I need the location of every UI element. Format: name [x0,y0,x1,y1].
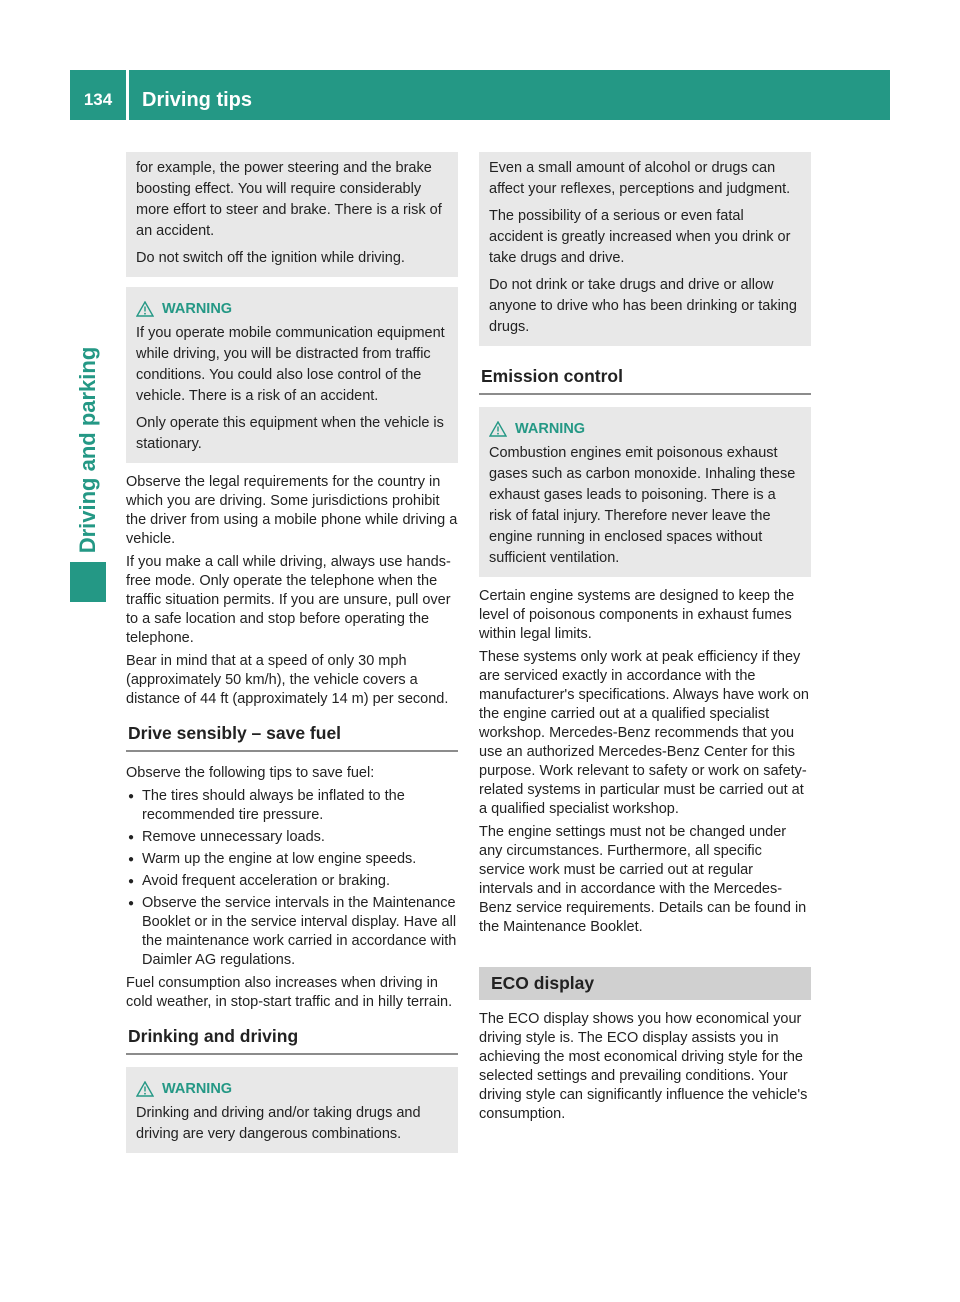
list-item: ● Avoid frequent acceleration or braking. [126,872,458,891]
list-item: ● The tires should always be inflated to the recommended tire pressure. [126,787,458,825]
paragraph: These systems only work at peak efficiency if they are serviced exactly in accordance with the manufacturer's specifications. Always have work on the engine carried out at a qualified specialist workshop. Mercedes-Benz recommends that you use an authorized Mercedes-Benz Center for this purpose. Work relevant to safety or work on safety-related systems in particular must be carried out at a qualified specialist workshop. [479,649,809,817]
header-divider [126,70,129,120]
phone-body-text [126,473,458,709]
warning-heading [136,299,448,319]
left-column [126,152,458,1163]
right-column [479,152,811,1128]
section-heading-eco-display: ECO display [479,967,811,1000]
warning-box-drinking [126,1067,458,1153]
warning-box-emission [479,407,811,577]
warning-label: WARNING [162,301,233,317]
eco-body [479,1010,811,1124]
paragraph: Combustion engines emit poisonous exhaust gases such as carbon monoxide. Inhaling these exhaust gases leads to poisoning. There is a risk of fatal injury. Therefore never leave the engine running in enclosed spaces without sufficient ventilation. [489,445,796,566]
paragraph: Bear in mind that at a speed of only 30 mph (approximately 50 km/h), the vehicle covers a distance of 44 ft (approximately 14 m) per second. [126,653,449,707]
paragraph: for example, the power steering and the brake boosting effect. You will require considerably more effort to steer and brake. There is a risk of an accident. [136,160,442,239]
paragraph: The ECO display shows you how economical your driving style is. The ECO display assists you in achieving the most economical driving style for the selected settings and prevailing conditions. Your driving style can significantly influence the vehicle's consumption. [479,1011,808,1122]
drinking-continued-box [479,152,811,346]
paragraph: Fuel consumption also increases when driving in cold weather, in stop-start traffic and in hilly terrain. [126,975,453,1010]
warning-box-phone [126,287,458,463]
page-title: Driving tips [142,89,253,111]
side-section-label-text: Driving and parking [75,346,100,554]
page-number: 134 [83,90,113,109]
continued-warning-box [126,152,458,277]
paragraph: Observe the following tips to save fuel: [126,765,375,781]
paragraph: The engine settings must not be changed under any circumstances. Furthermore, all specific service work must be carried out at regular intervals and in accordance with the Mercedes-Benz service requirements. Details can be found in the Maintenance Booklet. [479,824,807,935]
paragraph: Do not switch off the ignition while driving. [136,250,405,266]
paragraph: Drinking and driving and/or taking drugs and driving are very dangerous combinations. [136,1105,421,1142]
paragraph: Even a small amount of alcohol or drugs can affect your reflexes, perceptions and judgment. [489,160,791,197]
warning-heading [489,419,801,439]
save-fuel-body [126,764,458,1012]
paragraph: Observe the legal requirements for the country in which you are driving. Some jurisdictions prohibit the driver from using a mobile phone while driving a vehicle. [126,474,458,547]
side-section-tab [70,562,106,602]
paragraph: Certain engine systems are designed to keep the level of poisonous components in exhaust fumes within legal limits. [479,588,795,642]
emission-body [479,587,811,937]
list-item: ● Remove unnecessary loads. [126,828,458,847]
section-heading-save-fuel: Drive sensibly – save fuel [126,713,458,752]
section-heading-emission: Emission control [479,356,811,395]
warning-triangle-icon [489,421,507,437]
paragraph: If you operate mobile communication equipment while driving, you will be distracted from traffic conditions. You could also lose control of the vehicle. There is a risk of an accident. [136,325,445,404]
warning-triangle-icon [136,1081,154,1097]
list-item: ● Observe the service intervals in the Maintenance Booklet or in the service interval display. Have all the maintenance work carried in accordance with Daimler AG regulations. [126,894,458,970]
header-bar [70,70,890,120]
warning-label: WARNING [515,421,586,437]
paragraph: Only operate this equipment when the vehicle is stationary. [136,415,444,452]
list-item: ● Warm up the engine at low engine speeds. [126,850,458,869]
warning-heading [136,1079,448,1099]
paragraph: If you make a call while driving, always use hands-free mode. Only operate the telephone when the traffic situation permits. If you are unsure, pull over to a safe location and stop before operating the telephone. [126,554,451,646]
section-heading-drinking: Drinking and driving [126,1016,458,1055]
paragraph: The possibility of a serious or even fatal accident is greatly increased when you drink or take drugs and drive. [489,208,791,266]
warning-triangle-icon [136,301,154,317]
paragraph: Do not drink or take drugs and drive or allow anyone to drive who has been drinking or taking drugs. [489,277,797,335]
fuel-tips-list [126,787,458,970]
warning-label: WARNING [162,1081,233,1097]
